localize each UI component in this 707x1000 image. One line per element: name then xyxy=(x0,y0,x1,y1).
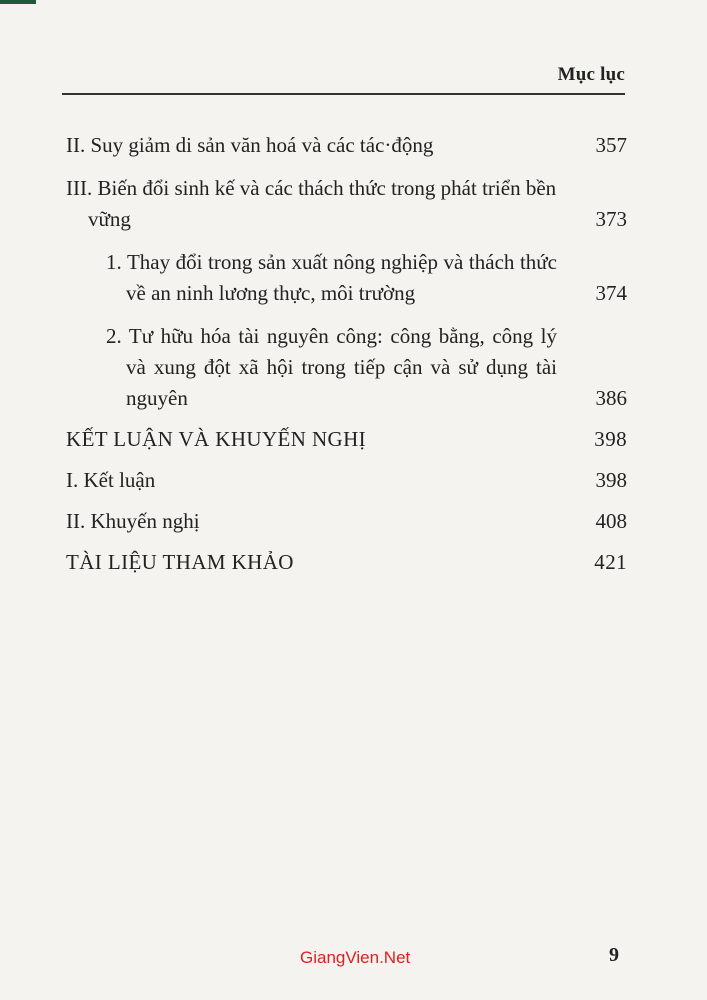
toc-entry[interactable] xyxy=(106,321,627,414)
watermark-site: GiangVien.Net xyxy=(300,948,411,967)
toc-entry-page: 386 xyxy=(595,386,627,410)
toc-entry-page: 398 xyxy=(595,468,627,492)
toc-entry[interactable] xyxy=(66,173,627,235)
toc-entry[interactable] xyxy=(66,465,627,496)
toc-entry-title: 2. Tư hữu hóa tài nguyên công: công bằng, công lý và xung đột xã hội trong tiếp cận và sử dụng tài nguyên xyxy=(106,324,557,410)
toc-entry-title: I. Kết luận xyxy=(66,468,156,492)
table-of-contents xyxy=(66,130,627,578)
toc-entry-page: 421 xyxy=(594,550,627,574)
corner-mark xyxy=(0,0,36,4)
toc-entry[interactable] xyxy=(66,130,627,161)
toc-entry[interactable] xyxy=(106,247,627,309)
toc-entry-title: III. Biến đổi sinh kế và các thách thức trong phát triển bền vững xyxy=(66,176,557,231)
toc-entry[interactable] xyxy=(66,424,627,455)
toc-entry-title: TÀI LIỆU THAM KHẢO xyxy=(66,550,294,574)
header-rule xyxy=(62,93,625,95)
toc-entry-page: 373 xyxy=(595,207,627,231)
toc-entry-title: II. Khuyến nghị xyxy=(66,509,200,533)
toc-entry-title: 1. Thay đổi trong sản xuất nông nghiệp và thách thức về an ninh lương thực, môi trường xyxy=(106,250,557,305)
toc-entry-title: II. Suy giảm di sản văn hoá và các tác·động xyxy=(66,133,434,157)
toc-entry[interactable] xyxy=(66,547,627,578)
toc-entry[interactable] xyxy=(66,506,627,537)
toc-entry-title: KẾT LUẬN VÀ KHUYẾN NGHỊ xyxy=(66,427,367,451)
running-head: Mục lục xyxy=(557,64,625,85)
page-number: 9 xyxy=(609,944,619,966)
toc-entry-page: 357 xyxy=(595,133,627,157)
toc-entry-page: 374 xyxy=(595,281,627,305)
toc-entry-page: 408 xyxy=(595,509,627,533)
toc-entry-page: 398 xyxy=(594,427,627,451)
